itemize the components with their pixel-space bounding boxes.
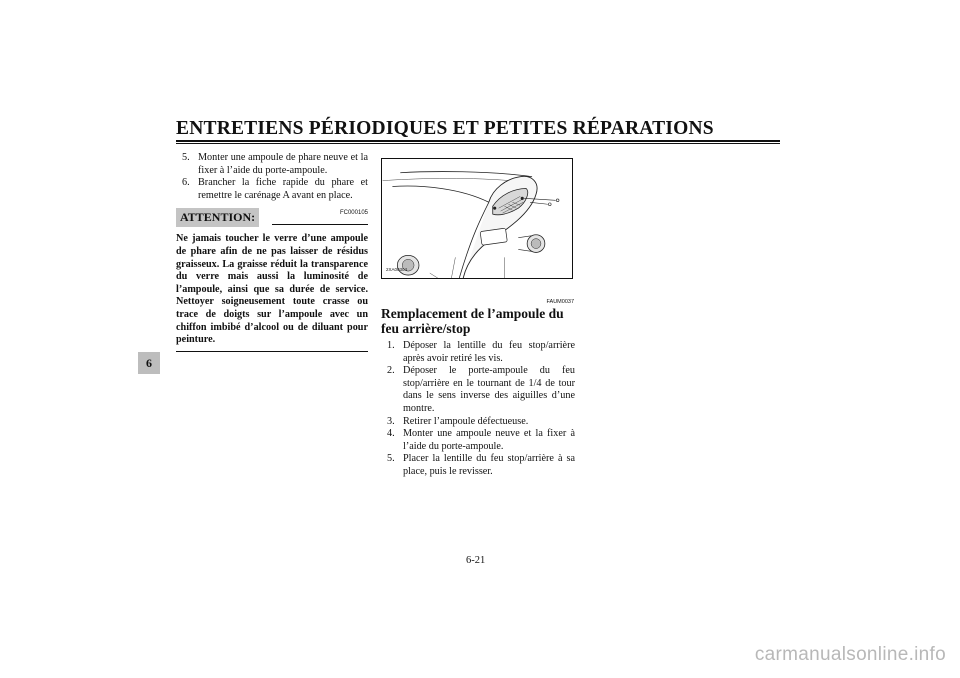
step-number: 5. (182, 152, 190, 163)
list-item (176, 152, 368, 177)
step-text: Retirer l’ampoule défectueuse. (403, 415, 529, 427)
attention-rule (272, 224, 368, 225)
list-item (381, 416, 575, 429)
left-column (176, 152, 368, 352)
step-text: Déposer la lentille du feu stop/arrière après avoir retiré les vis. (403, 340, 575, 364)
attention-label: ATTENTION: (176, 208, 259, 227)
attention-text: Ne jamais toucher le verre d’une ampoule de phare afin de ne pas laisser de résidus graisseux. La graisse réduit la transparence du verre mais aussi la luminosité de l’ampoule, ainsi que sa durée de service. Nettoyer soigneusement toute crasse ou trace de doigts sur l’ampoule avec un chiffon imbibé d’alcool ou de diluant pour peinture. (176, 230, 368, 351)
step-text: Placer la lentille du feu stop/arrière à sa place, puis le revisser. (403, 453, 575, 477)
step-number: 3. (387, 415, 395, 427)
chapter-tab: 6 (138, 352, 160, 374)
step-number: 5. (387, 453, 395, 465)
header-rule (176, 140, 780, 142)
left-steps-list (176, 152, 368, 202)
step-number: 2. (387, 365, 395, 377)
list-item (176, 177, 368, 202)
attention-header (176, 208, 368, 230)
step-text: Brancher la fiche rapide du phare et remettre le carénage A avant en place. (198, 177, 368, 201)
step-number: 4. (387, 428, 395, 440)
step-number: 1. (387, 340, 395, 351)
tail-light-illustration (382, 159, 572, 278)
watermark: carmanualsonline.info (754, 644, 946, 665)
step-text: Monter une ampoule neuve et la fixer à l’aide du porte-ampoule. (403, 428, 575, 452)
figure-code: 2XA00304 (386, 267, 408, 272)
section-title: Remplacement de l’ampoule du feu arrière/stop (381, 306, 564, 336)
header-rule-secondary (176, 143, 780, 144)
tail-light-figure (381, 158, 573, 279)
right-steps-list (381, 340, 575, 479)
list-item (381, 365, 575, 415)
step-text: Déposer le porte-ampoule du feu stop/arrière en le tournant de 1/4 de tour dans le sens inverse des aiguilles d’une montre. (403, 365, 575, 414)
right-column (381, 340, 575, 479)
page-header-title: ENTRETIENS PÉRIODIQUES ET PETITES RÉPARATIONS (176, 118, 714, 139)
list-item (381, 453, 575, 478)
step-number: 6. (182, 177, 190, 189)
step-text: Monter une ampoule de phare neuve et la fixer à l’aide du porte-ampoule. (198, 152, 368, 176)
section-code: FAUM0037 (546, 299, 574, 305)
attention-code: FC000105 (339, 210, 368, 217)
list-item (381, 428, 575, 453)
list-item (381, 340, 575, 365)
page-number: 6-21 (466, 555, 486, 566)
